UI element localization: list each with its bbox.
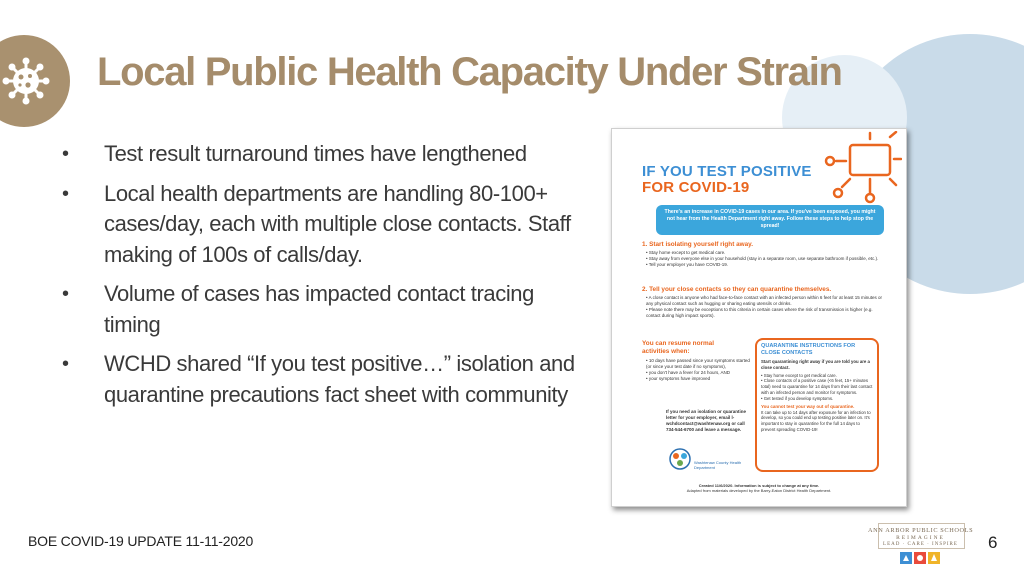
logo-tagline: REIMAGINE	[896, 535, 945, 541]
flyer-heading-line2: FOR COVID-19	[642, 179, 750, 196]
flyer-adapted: Adapted from materials developed by the Barry-Eaton District Health Department.	[686, 488, 832, 493]
bullet-dot: •	[62, 182, 69, 205]
flyer-employer-note: If you need an isolation or quarantine letter for your employer, email l-wchdcontact@washtenaw.org or call 734-544-6700 and leave a message.	[666, 409, 747, 432]
flyer-step1-text: • Stay home except to get medical care. • Stay away from everyone else in your household (stay in a separate room, use separate bathroom if possible, etc.). • Tell your employer you have COVID-19.	[646, 250, 879, 267]
flyer-resume-title: You can resume normal activities when:	[642, 340, 714, 355]
bullet-text: Test result turnaround times have lengthened	[104, 141, 527, 166]
flyer-intro-box: There's an increase in COVID-19 cases in our area. If you've been exposed, you might not hear from the Health Department right away. Follow these steps to help stop the spread!	[656, 205, 884, 235]
bullet-dot: •	[62, 143, 69, 165]
coronavirus-icon	[2, 57, 50, 105]
flyer-box-title: QUARANTINE INSTRUCTIONS FOR CLOSE CONTACTS	[761, 343, 856, 356]
fact-sheet-image	[611, 128, 907, 507]
district-logo	[868, 521, 973, 569]
aaps-icons	[900, 550, 942, 566]
flyer-step2-text: • A close contact is anyone who had face-to-face contact with an infected person within 6 feet for at least 15 minutes or any physical contact such as hugging or sharing eating utensils or drinks. • Please note there may be exceptions to this criteria in certain cases where the risk of transmission is higher (e.g. contact during high impact sports).	[646, 295, 882, 318]
coronavirus-badge	[0, 35, 70, 127]
bullet-item	[62, 179, 582, 271]
bullet-text: WCHD shared “If you test positive…” isolation and quarantine precautions fact sheet with community	[104, 351, 575, 407]
bullet-item	[62, 279, 582, 340]
bullet-list	[62, 139, 582, 419]
bullet-text: Volume of cases has impacted contact tracing timing	[104, 281, 534, 337]
bullet-item	[62, 349, 582, 410]
flyer-footer	[612, 483, 906, 493]
slide-title: Local Public Health Capacity Under Strain	[97, 50, 842, 94]
bullet-text: Local health departments are handling 80-100+ cases/day, each with multiple close contacts. Staff making of 100s of calls/day.	[104, 180, 571, 267]
wchd-logo-icon	[668, 447, 692, 471]
flyer-box-text: • Stay home except to get medical care. • Close contacts of a positive case (<6 feet, 15+ minutes total) need to quarantine for 14 days from their last contact with an infected person and monitor for symptoms. • Get tested if you develop symptoms.	[761, 372, 873, 401]
slide-footer: BOE COVID-19 UPDATE 11-11-2020	[28, 533, 254, 549]
bullet-dot: •	[62, 353, 69, 375]
flyer-box-lead: Start quarantining right away if you are told you are a close contact.	[761, 359, 870, 370]
logo-name: ANN ARBOR PUBLIC SCHOOLS	[868, 527, 974, 534]
flyer-quarantine-box	[755, 338, 879, 472]
flyer-resume-text: • 10 days have passed since your symptoms started (or since your test date if no symptoms), • you don't have a fever for 24 hours, AND • your symptoms have improved	[646, 358, 750, 381]
flyer-box-tail: It can take up to 14 days after exposure for an infection to develop, so you could end up testing positive later on. It's important to stay in quarantine for the full 14 days to prevent spreading COVID-19!	[761, 409, 871, 432]
flyer-dept-name: Washtenaw County Health Department	[694, 460, 742, 470]
flyer-created: Created 11/6/2020. Information is subject to change at any time.	[698, 483, 820, 488]
flyer-heading-line1: IF YOU TEST POSITIVE	[642, 163, 812, 180]
logo-sub: LEAD · CARE · INSPIRE	[883, 542, 958, 547]
flyer-step2-title: 2. Tell your close contacts so they can quarantine themselves.	[642, 286, 832, 293]
flyer-box-bold: You cannot test your way out of quarantine.	[761, 403, 855, 409]
bullet-dot: •	[62, 283, 69, 305]
page-number: 6	[988, 533, 998, 552]
bullet-item	[62, 139, 582, 170]
flyer-step1-title: 1. Start isolating yourself right away.	[642, 241, 754, 248]
